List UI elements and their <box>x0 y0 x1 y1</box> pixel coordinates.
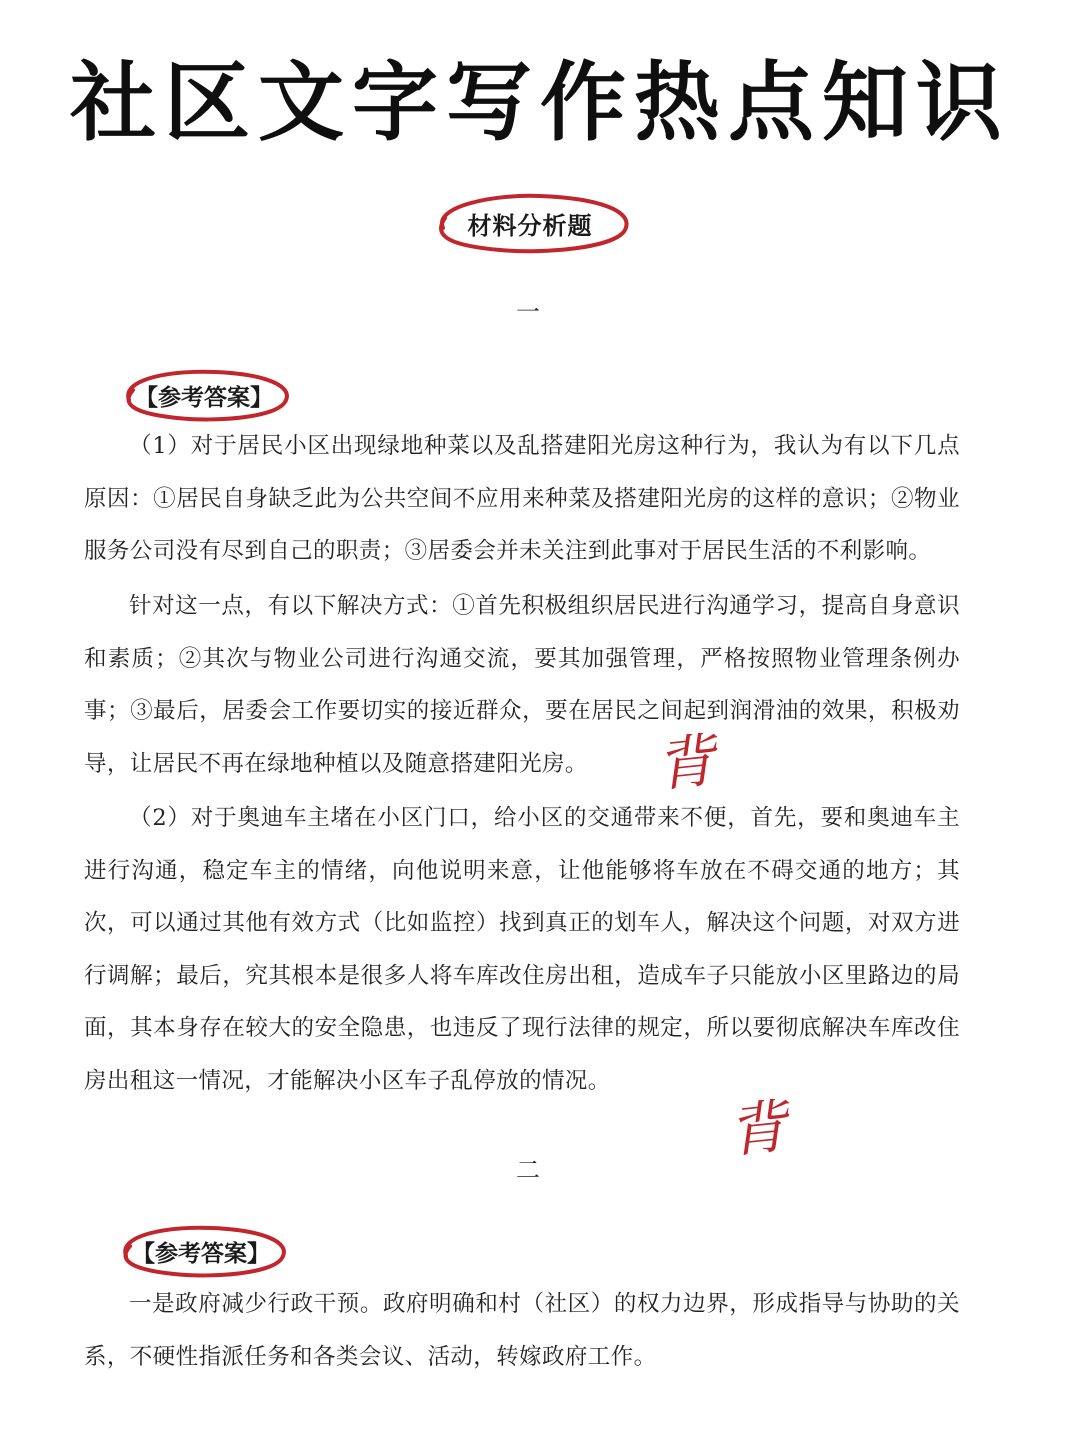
answer-paragraph: 一是政府减少行政干预。政府明确和村（社区）的权力边界，形成指导与协助的关系，不硬性指派任务和各类会议、活动，转嫁政府工作。 <box>84 1291 960 1370</box>
memorize-mark: 背 <box>653 726 718 800</box>
answer-paragraph: （2）对于奥迪车主堵在小区门口，给小区的交通带来不便，首先，要和奥迪车主进行沟通，稳定车主的情绪，向他说明来意，让他能够将车放在不碍交通的地方；其次，可以通过其他有效方式（比如监控）找到真正的划车人，解决这个问题，对双方进行调解；最后，究其根本是很多人将车库改住房出租，造成车子只能放小区里路边的局面，其本身存在较大的安全隐患，也违反了现行法律的规定，所以要彻底解决车库改住房出租这一情况，才能解决小区车子乱停放的情况。 <box>84 805 960 1094</box>
memorize-mark: 背 <box>725 1092 790 1166</box>
reference-answer-label: 【参考答案】 <box>135 383 273 411</box>
reference-answer-badge <box>112 1222 290 1280</box>
answer-paragraph: 针对这一点，有以下解决方式：①首先积极组织居民进行沟通学习，提高自身意识和素质；②其次与物业公司进行沟通交流，要其加强管理，严格按照物业管理条例办事；③最后，居委会工作要切实的接近群众，要在居民之间起到润滑油的效果，积极劝导，让居民不再在绿地种植以及随意搭建阳光房。 <box>84 593 960 777</box>
reference-answer-badge <box>115 366 293 424</box>
reference-answer-label: 【参考答案】 <box>132 1239 270 1267</box>
section-type-badge <box>425 188 635 258</box>
section-number-one: 一 <box>516 298 540 326</box>
page-title: 社区文字写作热点知识 <box>70 53 1010 153</box>
section-type-label: 材料分析题 <box>467 210 593 240</box>
section-number-two: 二 <box>516 1156 540 1184</box>
answer-paragraph: （1）对于居民小区出现绿地种菜以及乱搭建阳光房这种行为，我认为有以下几点原因：①居民自身缺乏此为公共空间不应用来种菜及搭建阳光房的这样的意识；②物业服务公司没有尽到自己的职责；③居委会并未关注到此事对于居民生活的不利影响。 <box>84 433 960 564</box>
